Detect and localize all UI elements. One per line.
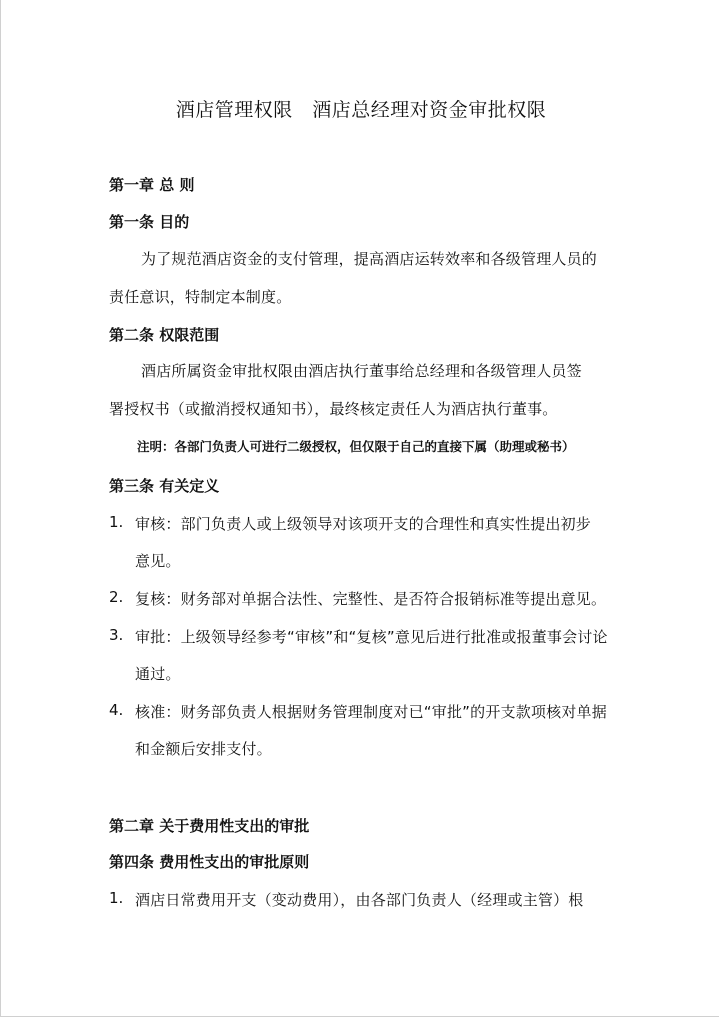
article-3-heading: 第三条 有关定义	[109, 477, 220, 495]
article-1-heading: 第一条 目的	[109, 213, 190, 231]
article-2-text-line-2: 署授权书（或撤消授权通知书），最终核定责任人为酒店执行董事。	[109, 400, 558, 418]
principle-1-number: 1.	[109, 889, 124, 907]
article-4-heading: 第四条 费用性支出的审批原则	[109, 853, 310, 871]
definition-2-number: 2.	[109, 588, 124, 606]
article-2-note: 注明：各部门负责人可进行二级授权，但仅限于自己的直接下属（助理或秘书）	[137, 439, 575, 454]
article-2-text-line-1: 酒店所属资金审批权限由酒店执行董事给总经理和各级管理人员签	[141, 362, 582, 380]
chapter-1-heading: 第一章 总 则	[109, 176, 195, 194]
definition-3-number: 3.	[109, 626, 124, 644]
chapter-2-heading: 第二章 关于费用性支出的审批	[109, 817, 310, 835]
definition-3-line-2: 通过。	[135, 665, 181, 683]
principle-1-line-1: 酒店日常费用开支（变动费用），由各部门负责人（经理或主管）根	[135, 891, 584, 909]
definition-3-line-1: 审批：上级领导经参考“审核”和“复核”意见后进行批准或报董事会讨论	[135, 628, 608, 646]
document-title: 酒店管理权限 酒店总经理对资金审批权限	[175, 99, 547, 121]
definition-1-number: 1.	[109, 513, 124, 531]
article-1-text-line-1: 为了规范酒店资金的支付管理，提高酒店运转效率和各级管理人员的	[141, 250, 598, 268]
definition-4-number: 4.	[109, 701, 124, 719]
definition-1-line-2: 意见。	[135, 552, 181, 570]
article-2-heading: 第二条 权限范围	[109, 326, 220, 344]
article-1-text-line-2: 责任意识，特制定本制度。	[109, 288, 292, 306]
definition-1-line-1: 审核：部门负责人或上级领导对该项开支的合理性和真实性提出初步	[135, 515, 592, 533]
definition-2-line-1: 复核：财务部对单据合法性、完整性、是否符合报销标准等提出意见。	[135, 590, 607, 608]
definition-4-line-1: 核准：财务部负责人根据财务管理制度对已“审批”的开支款项核对单据	[135, 703, 607, 721]
definition-4-line-2: 和金额后安排支付。	[135, 740, 272, 758]
